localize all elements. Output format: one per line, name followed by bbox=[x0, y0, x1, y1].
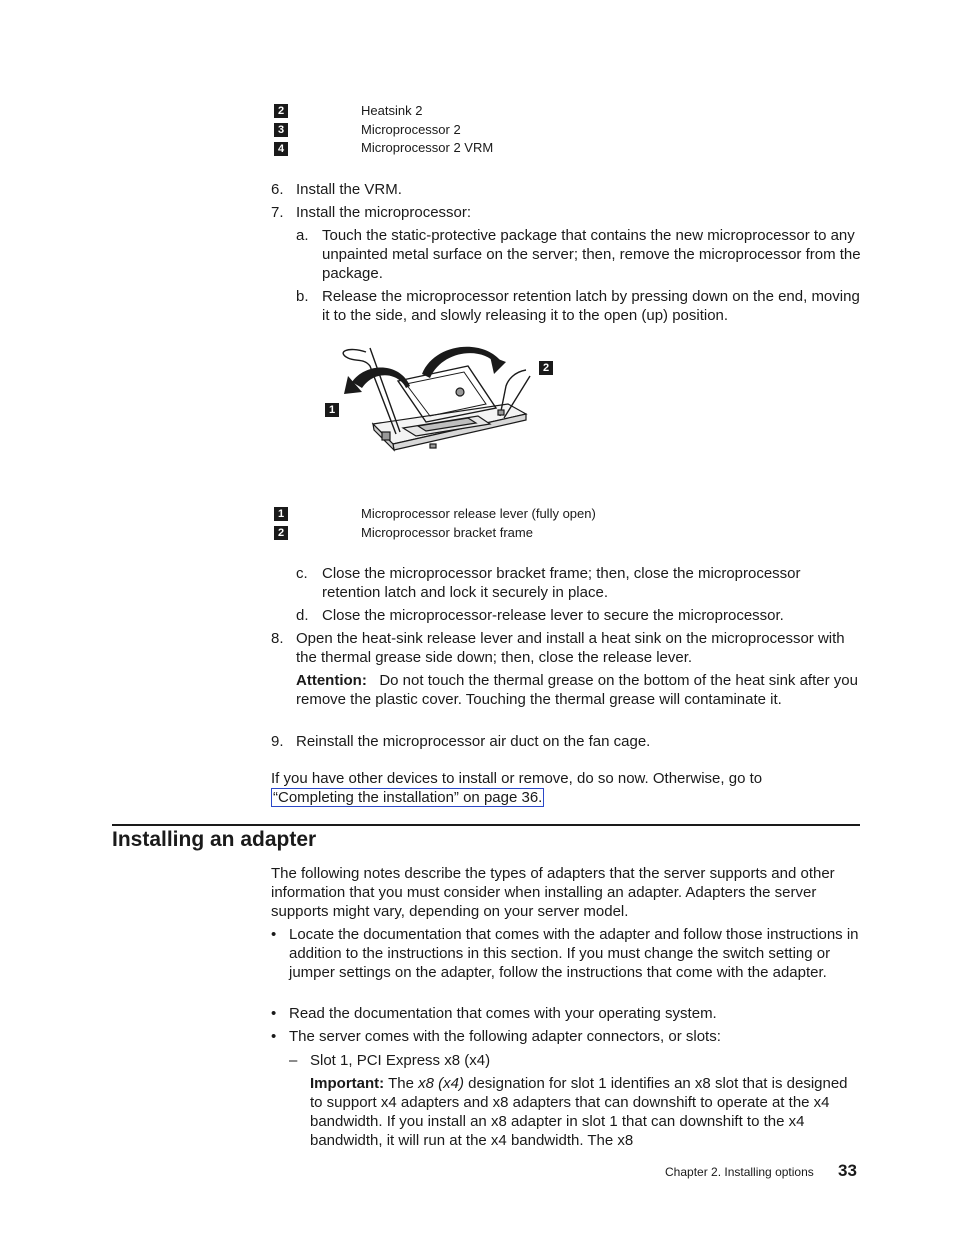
section-title: Installing an adapter bbox=[112, 828, 317, 851]
section-intro: The following notes describe the types of adapters that the server supports and other information that you must consider when installing an adapter. Adapters the server supports might vary, depending on your server model. bbox=[271, 865, 835, 920]
substep-text: Close the microprocessor-release lever to secure the microprocessor. bbox=[322, 607, 784, 624]
attention-label: Attention: bbox=[296, 672, 367, 689]
important-post: designation for slot 1 identifies an x8 slot that is designed to support x4 adapters and x8 adapters that can downshift to operate at the x4 bandwidth. If you install an x8 adapter in slot 1 that can downshift to the x4 bandwidth, it will run at the x4 bandwidth. The x8 bbox=[310, 1075, 848, 1149]
legend-label: Microprocessor 2 bbox=[361, 122, 461, 137]
callout-badge: 3 bbox=[274, 123, 288, 137]
important-label: Important: bbox=[310, 1075, 385, 1092]
bullet-text: Locate the documentation that comes with the adapter and follow those instructions in addition to the instructions in this section. If you must change the switch setting or jumper settings on the adapter, follow the instructions that come with the adapter. bbox=[289, 926, 859, 981]
bullet-text: Read the documentation that comes with your operating system. bbox=[289, 1005, 717, 1022]
slot-item: Slot 1, PCI Express x8 (x4) bbox=[310, 1052, 491, 1069]
legend-label: Microprocessor release lever (fully open) bbox=[361, 506, 596, 521]
substep-text: Close the microprocessor bracket frame; then, close the microprocessor retention latch and lock it securely in place. bbox=[322, 565, 801, 601]
attention-text: Do not touch the thermal grease on the bottom of the heat sink after you remove the plastic cover. Touching the thermal grease will contaminate it. bbox=[296, 672, 858, 708]
important-pre: The bbox=[388, 1075, 414, 1092]
substep-letter: d. bbox=[296, 607, 309, 624]
closing-paragraph bbox=[271, 769, 851, 807]
important-note bbox=[310, 1074, 855, 1150]
step-text: Reinstall the microprocessor air duct on the fan cage. bbox=[296, 733, 651, 750]
substep-text: Touch the static-protective package that contains the new microprocessor to any unpainted metal surface on the server; then, remove the microprocessor from the package. bbox=[322, 227, 861, 282]
bullet-symbol: • bbox=[271, 926, 277, 943]
legend-label: Microprocessor bracket frame bbox=[361, 525, 533, 540]
legend-label: Microprocessor 2 VRM bbox=[361, 140, 494, 155]
step-text: Open the heat-sink release lever and install a heat sink on the microprocessor with the thermal grease side down; then, close the release lever. bbox=[296, 630, 845, 666]
callout-badge: 2 bbox=[274, 526, 288, 540]
bracket-illustration bbox=[318, 336, 558, 486]
important-em: x8 (x4) bbox=[418, 1075, 464, 1092]
dash-symbol: – bbox=[289, 1052, 298, 1069]
substep-letter: b. bbox=[296, 288, 309, 305]
page-number: 33 bbox=[838, 1161, 857, 1180]
callout-badge: 4 bbox=[274, 142, 288, 156]
step-number: 8. bbox=[271, 630, 284, 647]
callout-badge: 1 bbox=[325, 403, 339, 417]
substep-letter: a. bbox=[296, 227, 309, 244]
callout-badge: 2 bbox=[539, 361, 553, 375]
legend-label: Heatsink 2 bbox=[361, 103, 423, 118]
step-text: Install the microprocessor: bbox=[296, 204, 472, 221]
substep-text: Release the microprocessor retention latch by pressing down on the end, moving it to the side, and slowly releasing it to the open (up) position. bbox=[322, 288, 860, 324]
substep-letter: c. bbox=[296, 565, 308, 582]
step-number: 9. bbox=[271, 733, 284, 750]
callout-badge: 2 bbox=[274, 104, 288, 118]
microprocessor-figure bbox=[318, 336, 558, 486]
step-text: Install the VRM. bbox=[296, 181, 402, 198]
callout-badge: 1 bbox=[274, 507, 288, 521]
bullet-text: The server comes with the following adapter connectors, or slots: bbox=[289, 1028, 721, 1045]
step-number: 7. bbox=[271, 204, 284, 221]
attention-note bbox=[296, 671, 861, 709]
step-number: 6. bbox=[271, 181, 284, 198]
bullet-symbol: • bbox=[271, 1028, 277, 1045]
completing-installation-link[interactable]: “Completing the installation” on page 36. bbox=[273, 789, 543, 806]
footer-chapter: Chapter 2. Installing options bbox=[665, 1165, 814, 1179]
bullet-symbol: • bbox=[271, 1005, 277, 1022]
closing-text: If you have other devices to install or remove, do so now. Otherwise, go to bbox=[271, 770, 763, 787]
